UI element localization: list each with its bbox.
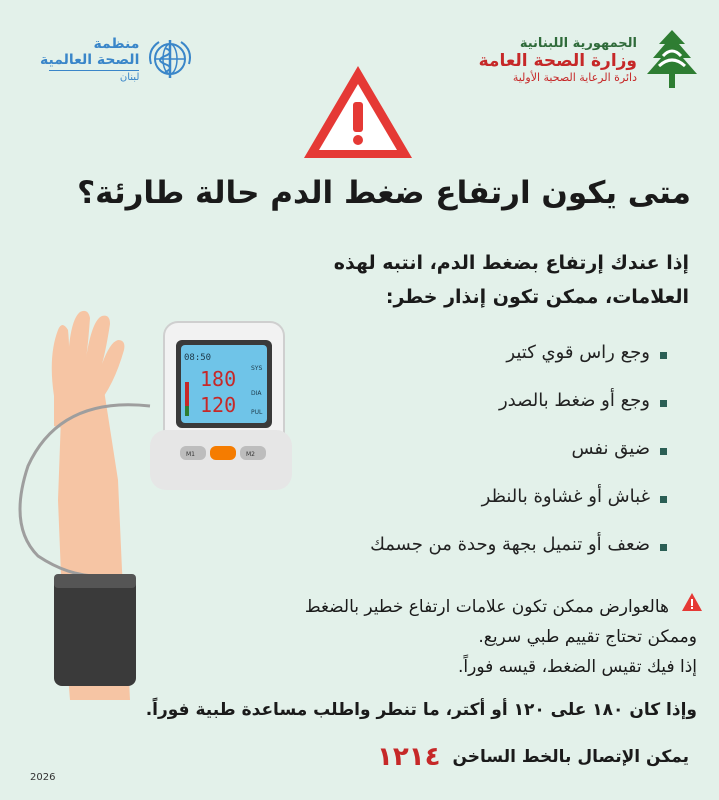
list-item: ضيق نفس	[370, 436, 667, 484]
bp-cuff	[54, 574, 136, 686]
list-item: غباش أو غشاوة بالنظر	[370, 484, 667, 532]
monitor-time: 08:50	[184, 353, 212, 363]
ministry-name: وزارة الصحة العامة	[478, 51, 637, 71]
list-item: وجع أو ضغط بالصدر	[370, 388, 667, 436]
bullet-icon	[660, 400, 667, 407]
svg-text:M1: M1	[186, 451, 195, 458]
page-title: متى يكون ارتفاع ضغط الدم حالة طارئة؟	[77, 175, 691, 211]
who-country: لبنان	[49, 70, 139, 83]
monitor-sys-value: 180	[200, 367, 237, 391]
hotline	[377, 742, 689, 772]
monitor-dia-value: 120	[200, 393, 237, 417]
department-name: دائرة الرعاية الصحية الأولية	[512, 71, 637, 84]
bp-monitor	[150, 322, 292, 490]
bullet-icon	[660, 544, 667, 551]
svg-text:DIA: DIA	[251, 390, 262, 397]
warning-triangle-icon	[300, 62, 416, 162]
list-item: ضعف أو تنميل بجهة وحدة من جسمك	[370, 532, 667, 580]
note-line-1: هالعوارض ممكن تكون علامات ارتفاع خطير بالضغط	[304, 597, 669, 617]
svg-text:PUL: PUL	[251, 409, 263, 416]
year-label: 2026	[30, 772, 56, 783]
ministry-logo	[479, 28, 699, 92]
symptom-list	[370, 340, 667, 580]
hotline-number[interactable]: ١٢١٤	[376, 742, 441, 772]
power-button	[210, 446, 236, 460]
warning-small-icon	[681, 592, 703, 612]
gov-republic-text: الجمهورية اللبنانية	[519, 36, 637, 51]
note-line-3: إذا فيك تقيس الضغط، قيسه فوراً.	[457, 657, 697, 677]
who-emblem-icon	[145, 34, 195, 84]
list-item: وجع راس قوي كتير	[370, 340, 667, 388]
bullet-icon	[660, 496, 667, 503]
who-logo	[40, 34, 195, 84]
bullet-icon	[660, 448, 667, 455]
who-line1: منظمة	[93, 35, 140, 52]
svg-text:M2: M2	[246, 451, 255, 458]
note-line-2: وممكن تحتاج تقييم طبي سريع.	[478, 627, 697, 647]
cedar-tree-icon	[645, 28, 699, 92]
intro-text: إذا عندك إرتفاع بضغط الدم، انتبه لهذه العلامات، ممكن تكون إنذار خطر:	[333, 252, 689, 308]
who-line2: الصحة العالمية	[40, 51, 140, 68]
notes-block	[137, 592, 697, 682]
cta-text: وإذا كان ١٨٠ على ١٢٠ أو أكتر، ما تنطر واطلب مساعدة طبية فوراً.	[145, 700, 697, 720]
bullet-icon	[660, 352, 667, 359]
svg-text:SYS: SYS	[251, 365, 263, 372]
hotline-label: يمكن الإتصال بالخط الساخن	[452, 747, 689, 767]
